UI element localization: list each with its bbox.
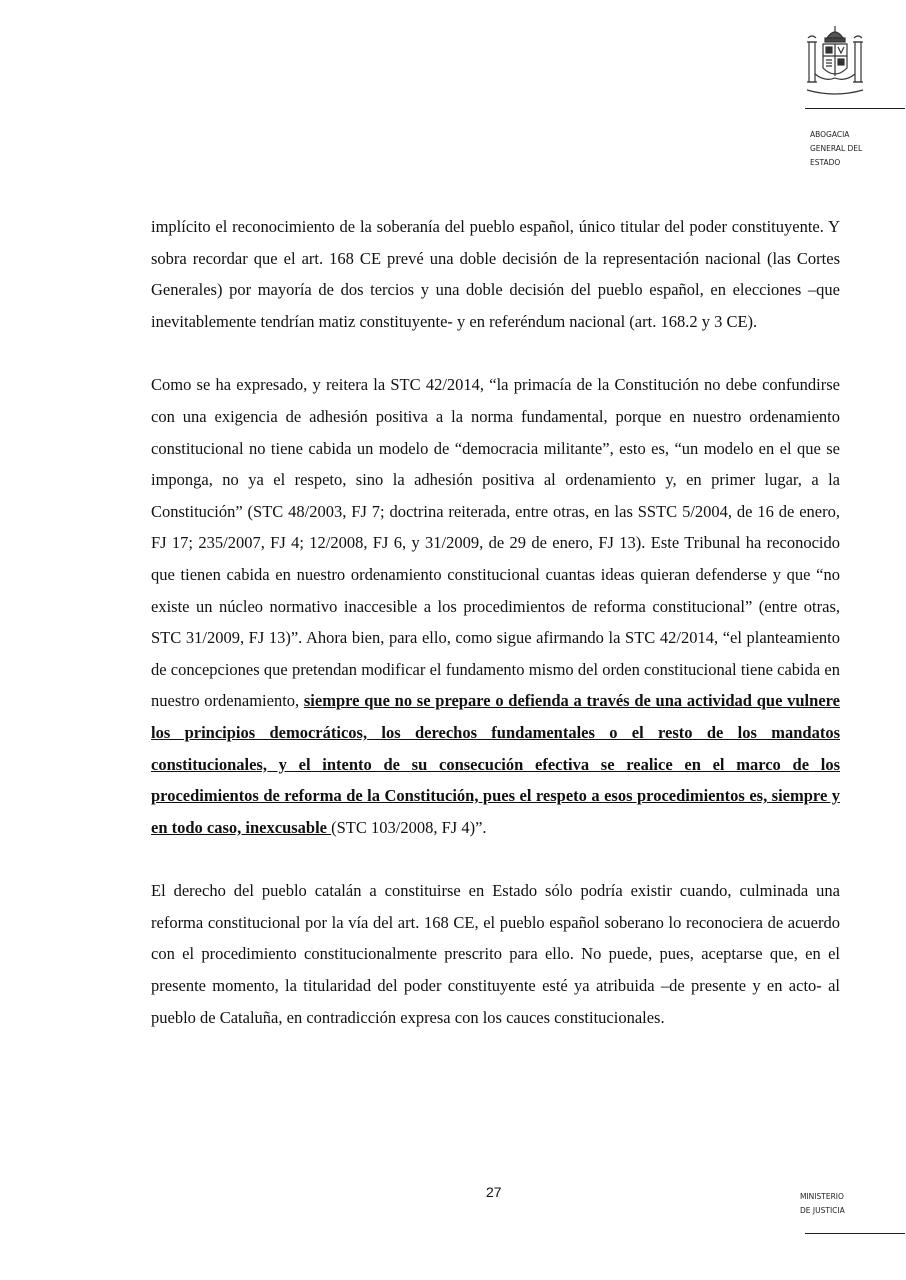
paragraph bbox=[151, 875, 840, 1033]
header-rule bbox=[805, 108, 905, 109]
page-number: 27 bbox=[486, 1184, 502, 1200]
paragraph bbox=[151, 211, 840, 337]
citation-text: (STC 103/2008, FJ 4)”. bbox=[331, 817, 487, 837]
agency-line: GENERAL DEL bbox=[810, 144, 863, 153]
ministry-line: MINISTERIO bbox=[800, 1192, 844, 1201]
agency-name bbox=[810, 128, 862, 170]
paragraph-text: implícito el reconocimiento de la soberanía del pueblo español, único titular del poder constituyente. Y sobra recordar que el art. 168 CE prevé una doble decisión de la representación nacional (las Cortes Generales) por mayoría de dos tercios y una doble decisión del pueblo español, en elecciones –que inevitablemente tendrían matiz constituyente- y en referéndum nacional (art. 168.2 y 3 CE). bbox=[151, 217, 840, 331]
ministry-name bbox=[800, 1190, 845, 1218]
agency-line: ABOGACIA bbox=[810, 130, 850, 139]
agency-line: ESTADO bbox=[810, 158, 841, 167]
paragraph bbox=[151, 369, 840, 843]
document-body bbox=[151, 211, 840, 1065]
ministry-line: DE JUSTICIA bbox=[800, 1206, 845, 1215]
footer-rule bbox=[805, 1233, 905, 1234]
coat-of-arms-icon bbox=[803, 24, 867, 96]
paragraph-text: Como se ha expresado, y reitera la STC 42/2014, “la primacía de la Constitución no debe confundirse con una exigencia de adhesión positiva a la norma fundamental, porque en nuestro ordenamiento constitucional no tiene cabida un modelo de “democracia militante”, esto es, “un modelo en el que se imponga, no ya el respeto, sino la adhesión positiva al ordenamiento y, en primer lugar, a la Constitución” (STC 48/2003, FJ 7; doctrina reiterada, entre otras, en las SSTC 5/2004, de 16 de enero, FJ 17; 235/2007, FJ 4; 12/2008, FJ 6, y 31/2009, de 29 de enero, FJ 13). Este Tribunal ha reconocido que tienen cabida en nuestro ordenamiento constitucional cuantas ideas quieran defenderse y que “no existe un núcleo normativo inaccesible a los procedimientos de reforma constitucional” (entre otras, STC 31/2009, FJ 13)”. Ahora bien, para ello, como sigue afirmando la STC 42/2014, “el planteamiento de concepciones que pretendan modificar el fundamento mismo del orden constitucional tiene cabida en nuestro ordenamiento, bbox=[151, 375, 840, 711]
emphasized-quote: siempre que no se prepare o defienda a través de una actividad que vulnere los principios democráticos, los derechos fundamentales o el resto de los mandatos constitucionales, y el intento de su consecución efectiva se realice en el marco de los procedimientos de reforma de la Constitución, pues el respeto a esos procedimientos es, siempre y en todo caso, inexcusable bbox=[151, 691, 840, 837]
paragraph-text: El derecho del pueblo catalán a constituirse en Estado sólo podría existir cuando, culminada una reforma constitucional por la vía del art. 168 CE, el pueblo español soberano lo reconociera de acuerdo con el procedimiento constitucionalmente prescrito para ello. No puede, pues, aceptarse que, en el presente momento, la titularidad del poder constituyente esté ya atribuida –de presente y en acto- al pueblo de Cataluña, en contradicción expresa con los cauces constitucionales. bbox=[151, 881, 840, 1027]
